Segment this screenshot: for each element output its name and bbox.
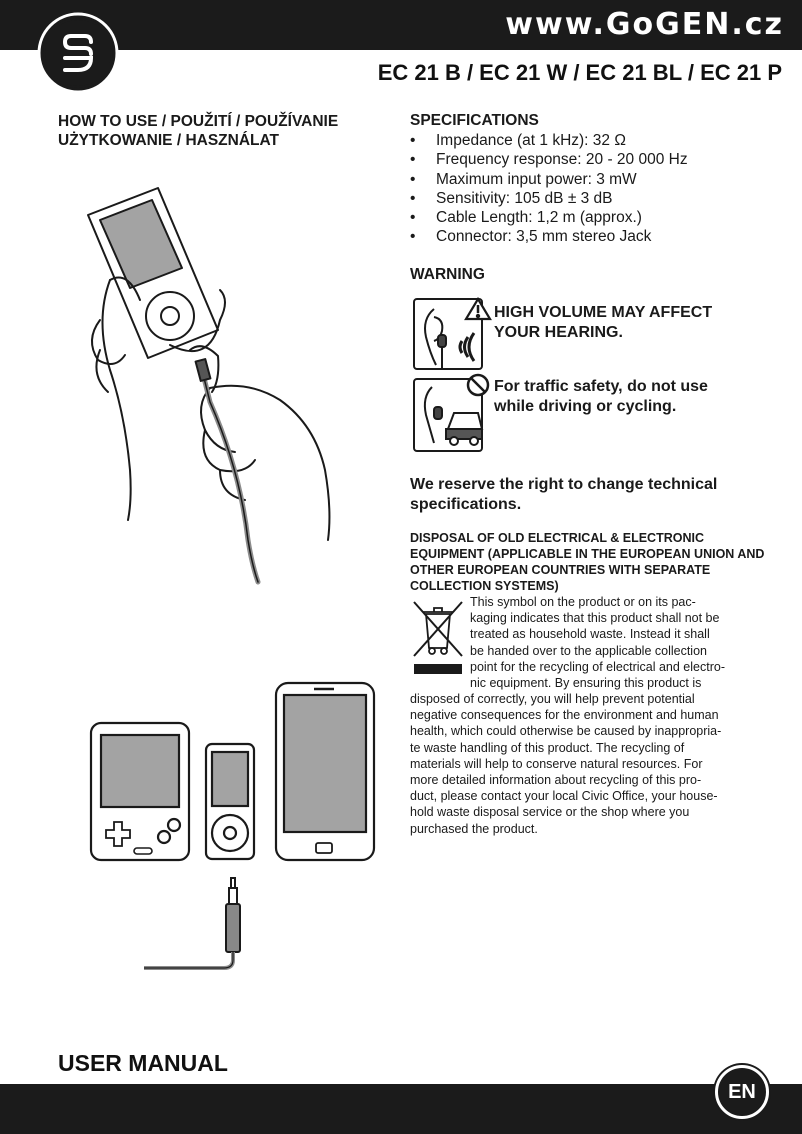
spec-item: • Maximum input power: 3 mW (410, 170, 688, 189)
how-to-use-line-2: UŻYTKOWANIE / HASZNÁLAT (58, 132, 280, 149)
model-numbers: EC 21 B / EC 21 W / EC 21 BL / EC 21 P (377, 60, 782, 85)
disposal-line: This symbol on the product or on its pac- (470, 595, 696, 609)
specifications-title: SPECIFICATIONS (410, 112, 539, 129)
hearing-warning-line-2: YOUR HEARING. (494, 324, 623, 341)
traffic-warning-line-1: For traffic safety, do not use (494, 378, 708, 395)
no-driving-icon (412, 373, 492, 453)
how-to-use-line-1: HOW TO USE / POUŽITÍ / POUŽÍVANIE (58, 113, 339, 130)
spec-item: • Impedance (at 1 kHz): 32 Ω (410, 131, 688, 150)
disposal-line: purchased the product. (410, 821, 538, 836)
disposal-line: disposed of correctly, you will help prevent potential (410, 692, 695, 706)
spec-item: • Cable Length: 1,2 m (approx.) (410, 208, 688, 227)
disposal-line: point for the recycling of electrical and electro- (470, 659, 725, 674)
site-url: www.GoGEN.cz (505, 7, 784, 42)
bottom-bar (0, 1084, 802, 1134)
disposal-text-wrapped (470, 594, 725, 691)
spec-item: • Sensitivity: 105 dB ± 3 dB (410, 189, 688, 208)
disposal-line: materials will help to conserve natural resources. For (410, 756, 703, 771)
traffic-warning-text (494, 377, 708, 417)
how-to-use-title (58, 112, 338, 150)
disposal-title: DISPOSAL OF OLD ELECTRICAL & ELECTRONIC EQUIPMENT (APPLICABLE IN THE EUROPEAN UNION AND OTHER EUROPEAN COUNTRIES WITH SEPARATE COLLECTION SYSTEMS) (410, 531, 765, 593)
disposal-line: be handed over to the applicable collection (470, 643, 707, 658)
hearing-warning-line-1: HIGH VOLUME MAY AFFECT (494, 304, 713, 321)
gogen-logo-icon (37, 12, 119, 94)
crossed-bin-icon (410, 596, 466, 676)
traffic-warning-line-2: while driving or cycling. (494, 398, 677, 415)
reserve-rights-note: We reserve the right to change technical specifications. (410, 476, 718, 513)
disposal-line: more detailed information about recycling of this pro- (410, 773, 702, 788)
disposal-text-full (410, 691, 721, 837)
disposal-line: nic equipment. By ensuring this product is (470, 676, 702, 691)
disposal-line: te waste handling of this product. The recycling of (410, 740, 685, 755)
disposal-line: treated as household waste. Instead it shall (470, 627, 710, 642)
user-manual-title: USER MANUAL (58, 1050, 228, 1076)
hands-plugging-player-illustration (70, 170, 370, 590)
hearing-warning-text (494, 303, 712, 343)
disposal-line: hold waste disposal service or the shop where you (410, 805, 690, 820)
language-badge: EN (715, 1065, 769, 1119)
disposal-line: negative consequences for the environment and human (410, 708, 719, 723)
disposal-line: duct, please contact your local Civic Office, your house- (410, 789, 718, 804)
top-bar (0, 0, 802, 50)
compatible-devices-illustration (88, 680, 378, 870)
jack-cable-illustration (140, 876, 250, 976)
hearing-warning-icon (412, 297, 492, 373)
spec-item: • Connector: 3,5 mm stereo Jack (410, 227, 688, 246)
warning-title: WARNING (410, 266, 485, 283)
disposal-line: kaging indicates that this product shall not be (470, 611, 720, 626)
spec-item: • Frequency response: 20 - 20 000 Hz (410, 150, 688, 169)
specifications-list (410, 131, 688, 247)
disposal-line: health, which could otherwise be caused by inappropria- (410, 724, 722, 739)
